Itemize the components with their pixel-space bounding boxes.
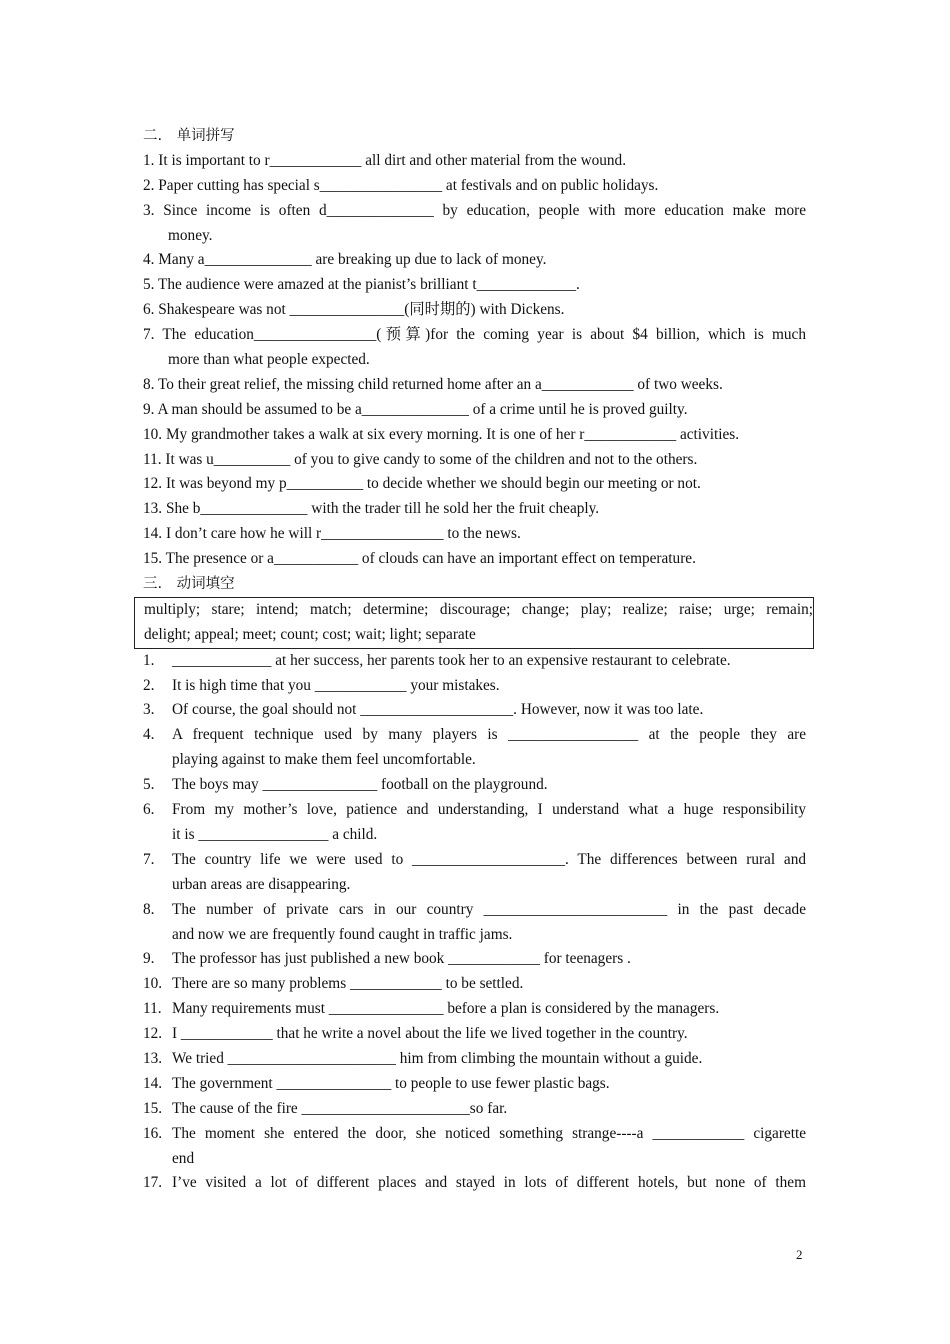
verb-item: [143, 1097, 806, 1122]
verb-item-continuation: playing against to make them feel uncomfortable.: [172, 751, 476, 769]
verb-item-number: 16.: [143, 1124, 163, 1142]
verb-item-continuation: urban areas are disappearing.: [172, 875, 351, 893]
verb-item-number: 9.: [143, 950, 155, 968]
verb-item-number: 6.: [143, 801, 155, 819]
word-bank-line-1: multiply; stare; intend; match; determine; discourage; change; play; realize; raise; urge; remain;: [144, 600, 813, 618]
verb-item-text: The number of private cars in our country ________________________ in the past decade: [172, 900, 806, 918]
verb-item-text: There are so many problems ____________ to be settled.: [172, 975, 524, 993]
verb-item-number: 15.: [143, 1099, 163, 1117]
verb-item-text: The boys may _______________ football on the playground.: [172, 776, 548, 794]
verb-item: [143, 1122, 806, 1172]
verb-item-number: 4.: [143, 726, 155, 744]
spelling-item-3-cont: money.: [168, 226, 213, 244]
spelling-item-11: 11. It was u__________ of you to give candy to some of the children and not to the others.: [143, 450, 698, 468]
verb-item-text: A frequent technique used by many players is _________________ at the people they are: [172, 726, 806, 744]
verb-item-text: The cause of the fire ______________________so far.: [172, 1099, 508, 1117]
verb-item-text: We tried ______________________ him from climbing the mountain without a guide.: [172, 1049, 703, 1067]
verb-item-number: 7.: [143, 850, 155, 868]
section-title-verbs: 三. 动词填空: [143, 576, 235, 593]
verb-item-text: Of course, the goal should not ____________________. However, now it was too late.: [172, 701, 704, 719]
spelling-item-1: 1. It is important to r____________ all dirt and other material from the wound.: [143, 151, 627, 169]
spelling-item-9: 9. A man should be assumed to be a______________ of a crime until he is proved guilty.: [143, 400, 688, 418]
spelling-item-4: 4. Many a______________ are breaking up due to lack of money.: [143, 251, 547, 269]
verb-item: [143, 674, 806, 699]
verb-item: [143, 1072, 806, 1097]
verb-item-text: From my mother’s love, patience and understanding, I understand what a huge responsibility: [172, 801, 806, 819]
verb-items-list: [143, 649, 806, 1197]
verb-item: [143, 848, 806, 898]
spelling-item-10: 10. My grandmother takes a walk at six every morning. It is one of her r____________ activities.: [143, 425, 740, 443]
page-number: 2: [796, 1247, 803, 1262]
verb-item-number: 1.: [143, 651, 155, 669]
verb-item: [143, 1022, 806, 1047]
verb-item: [143, 947, 806, 972]
verb-item: [143, 649, 806, 674]
spelling-item-7: 7. The education________________(预算)for the coming year is about $4 billion, which is much: [143, 326, 806, 344]
document-page: [143, 124, 813, 1196]
verb-item: [143, 1171, 806, 1196]
verb-item-number: 17.: [143, 1174, 163, 1192]
word-bank-box: [134, 597, 814, 649]
verb-item-text: The moment she entered the door, she noticed something strange----a ____________ cigarette: [172, 1124, 806, 1142]
verb-item-number: 12.: [143, 1025, 163, 1043]
verb-item: [143, 773, 806, 798]
verb-item-text: It is high time that you ____________ your mistakes.: [172, 676, 500, 694]
spelling-item-3: 3. Since income is often d______________ by education, people with more education make more: [143, 201, 806, 219]
word-bank-line-2: delight; appeal; meet; count; cost; wait; light; separate: [144, 625, 476, 643]
verb-item-number: 13.: [143, 1049, 163, 1067]
verb-item: [143, 723, 806, 773]
verb-item-number: 3.: [143, 701, 155, 719]
verb-item-text: _____________ at her success, her parents took her to an expensive restaurant to celebrate.: [172, 651, 731, 669]
verb-item: [143, 997, 806, 1022]
verb-item-text: Many requirements must _______________ before a plan is considered by the managers.: [172, 1000, 720, 1018]
verb-item: [143, 1047, 806, 1072]
spelling-item-8: 8. To their great relief, the missing child returned home after an a____________ of two weeks.: [143, 375, 723, 393]
spelling-item-12: 12. It was beyond my p__________ to decide whether we should begin our meeting or not.: [143, 475, 701, 493]
spelling-item-5: 5. The audience were amazed at the pianist’s brilliant t_____________.: [143, 276, 580, 294]
verb-item-number: 14.: [143, 1074, 163, 1092]
spelling-item-6: 6. Shakespeare was not _______________(同时期的) with Dickens.: [143, 301, 565, 319]
spelling-item-7-cont: more than what people expected.: [168, 351, 370, 369]
verb-item-text: The country life we were used to ____________________. The differences between rural and: [172, 850, 806, 868]
spelling-item-13: 13. She b______________ with the trader till he sold her the fruit cheaply.: [143, 500, 600, 518]
spelling-item-2: 2. Paper cutting has special s________________ at festivals and on public holidays.: [143, 176, 659, 194]
spelling-item-15: 15. The presence or a___________ of clouds can have an important effect on temperature.: [143, 550, 696, 568]
verb-item-text: I’ve visited a lot of different places and stayed in lots of different hotels, but none of them: [172, 1174, 806, 1192]
verb-item-number: 11.: [143, 1000, 162, 1018]
verb-item-number: 10.: [143, 975, 163, 993]
verb-item: [143, 972, 806, 997]
verb-item-text: The professor has just published a new book ____________ for teenagers .: [172, 950, 631, 968]
verb-item-text: I ____________ that he write a novel about the life we lived together in the country.: [172, 1025, 688, 1043]
verb-item-text: The government _______________ to people to use fewer plastic bags.: [172, 1074, 610, 1092]
verb-item: [143, 798, 806, 848]
verb-item-continuation: end: [172, 1149, 195, 1167]
verb-item-continuation: and now we are frequently found caught in traffic jams.: [172, 925, 513, 943]
section-title-spelling: 二. 单词拼写: [143, 128, 235, 144]
spelling-item-14: 14. I don’t care how he will r________________ to the news.: [143, 525, 521, 543]
verb-item-number: 5.: [143, 776, 155, 794]
verb-item-number: 2.: [143, 676, 155, 694]
verb-item: [143, 698, 806, 723]
verb-item-number: 8.: [143, 900, 155, 918]
verb-item: [143, 898, 806, 948]
verb-item-continuation: it is _________________ a child.: [172, 825, 378, 843]
